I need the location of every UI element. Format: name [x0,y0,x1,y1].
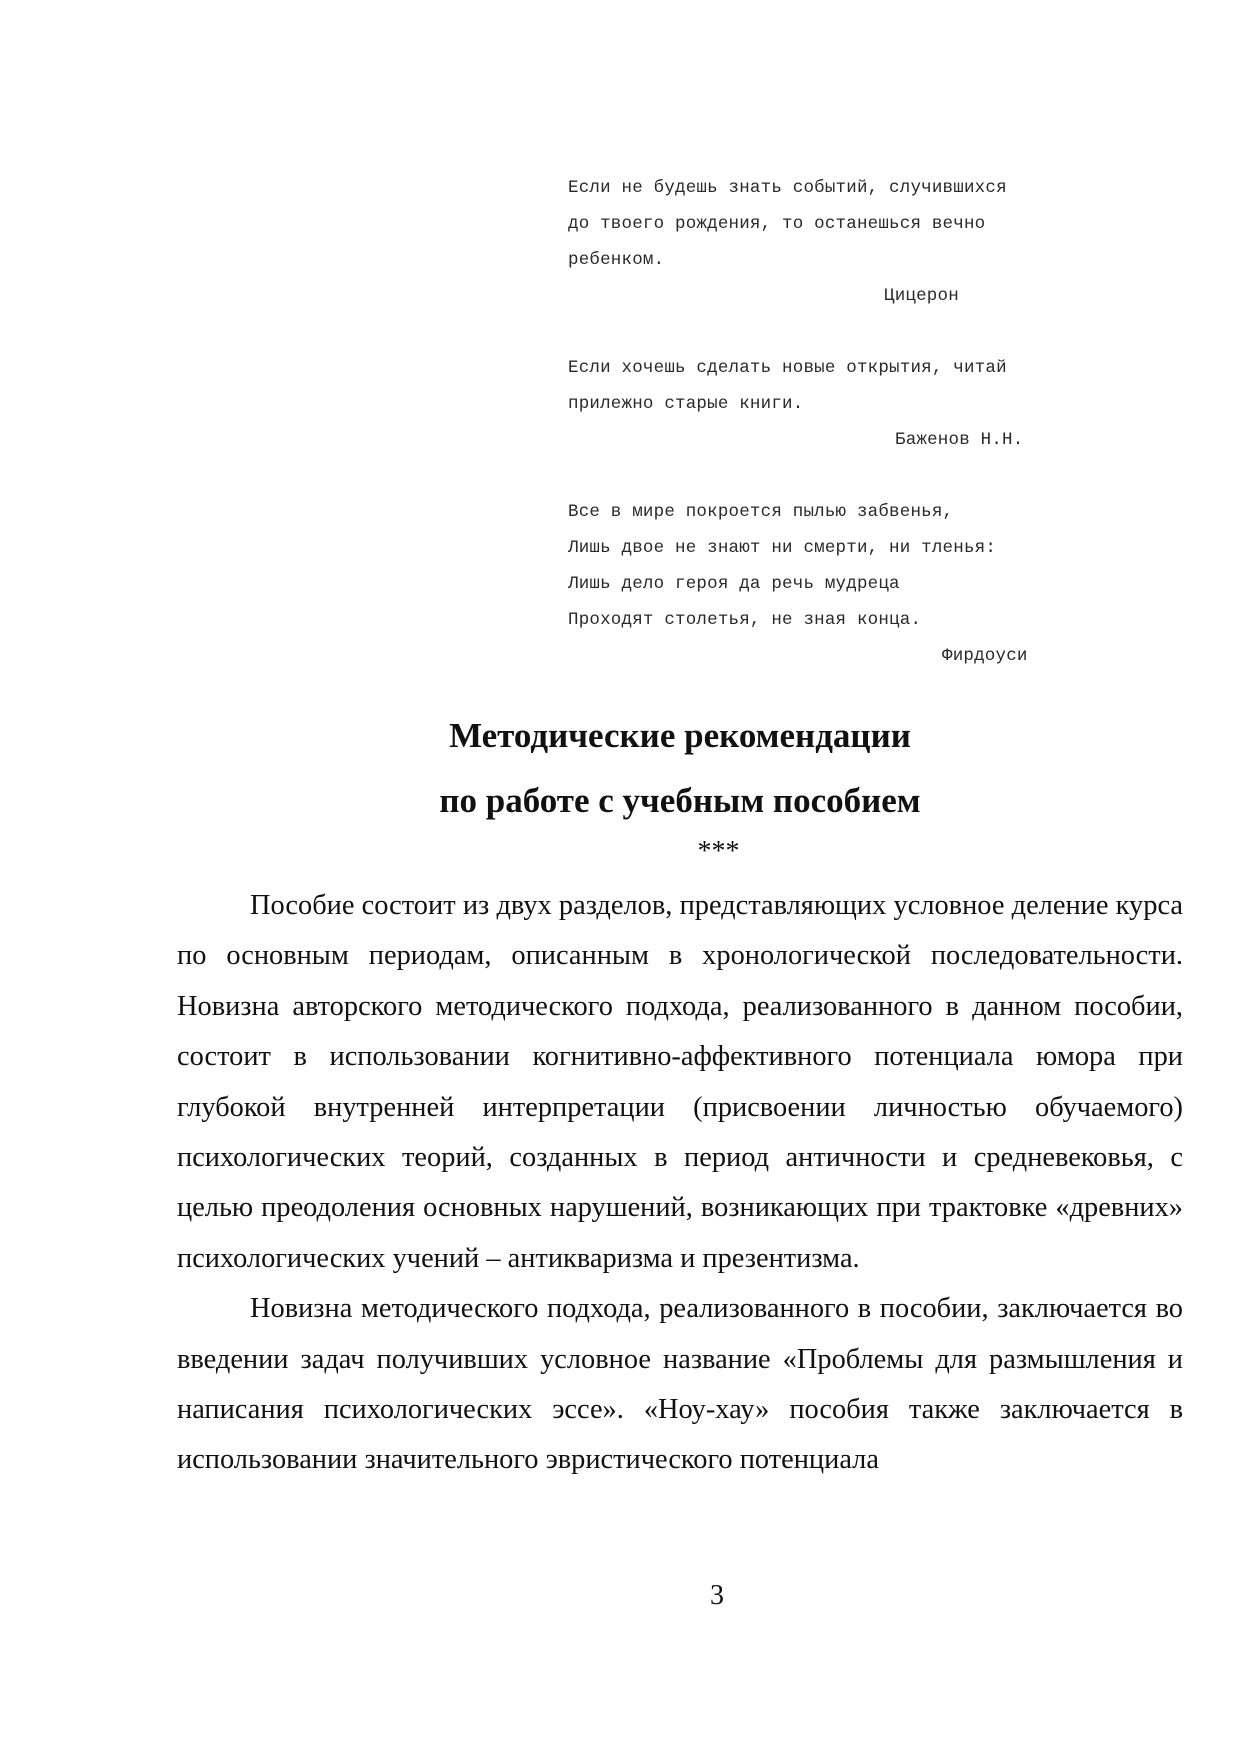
epigraph-bazhenov [568,350,1128,458]
epigraph-line: Проходят столетья, не зная конца. [568,610,922,630]
epigraph-line: Если не будешь знать событий, случившихся [568,178,1007,198]
epigraph-author: Фирдоуси [942,646,1028,666]
paragraph-1: Пособие состоит из двух разделов, представляющих условное деление курса по основным периодам, описанным в хронологической последовательности. Новизна авторского методического подхода, реализованного в данном пособии, состоит в использовании когнитивно-аффективного потенциала юмора при глубокой внутренней интерпретации (присвоении личностью обучаемого) психологических теорий, созданных в период античности и средневековья, с целью преодоления основных нарушений, возникающих при трактовке «древних» психологических учений – антикваризма и презентизма. [177,890,1183,1274]
epigraph-line: Лишь дело героя да речь мудреца [568,574,900,594]
epigraph-line: Если хочешь сделать новые открытия, читай [568,358,1007,378]
paragraph-2: Новизна методического подхода, реализованного в пособии, заключается во введении задач получивших условное название «Проблемы для размышления и написания психологических эссе». «Ноу-хау» пособия также заключается в использовании значительного эвристического потенциала [177,1293,1183,1476]
title-line-2: по работе с учебным пособием [439,781,921,820]
epigraph-line: Все в мире покроется пылью забвенья, [568,502,954,522]
epigraph-firdousi [568,494,1128,674]
epigraphs-block [568,170,1128,674]
epigraph-author: Цицерон [884,286,959,306]
epigraph-line: до твоего рождения, то останешься вечно [568,214,986,234]
body-text [177,881,1183,1536]
epigraph-author: Баженов Н.Н. [895,430,1024,450]
section-separator: *** [697,836,740,867]
epigraph-line: ребенком. [568,250,665,270]
epigraph-line: Лишь двое не знают ни смерти, ни тленья: [568,538,997,558]
page-number: 3 [710,1580,724,1611]
title-line-1: Методические рекомендации [449,716,911,755]
epigraph-spacer [568,314,1128,350]
epigraph-spacer [568,458,1128,494]
page-title [0,703,1241,833]
epigraph-cicero [568,170,1128,314]
epigraph-line: прилежно старые книги. [568,394,804,414]
